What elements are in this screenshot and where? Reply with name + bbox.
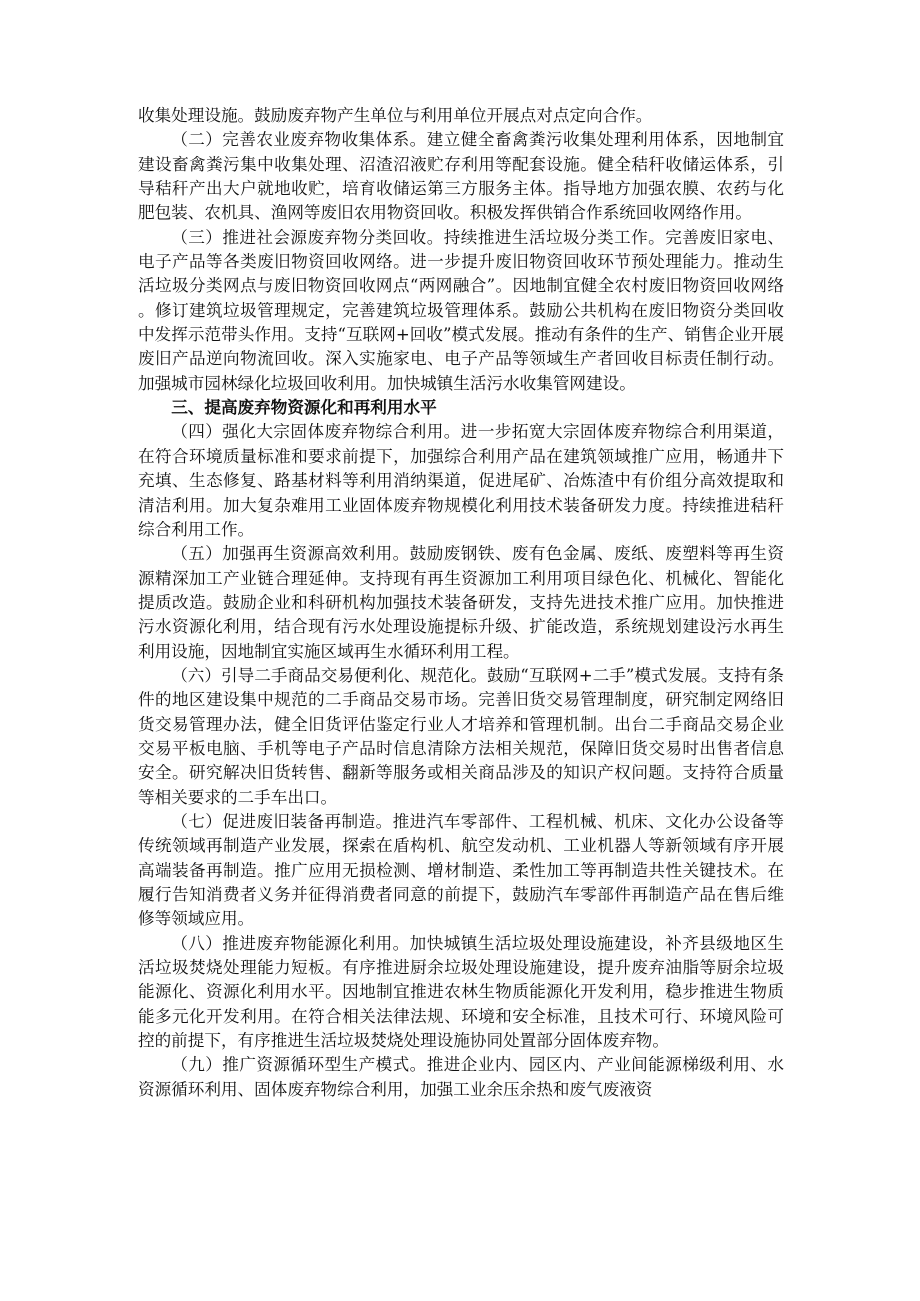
paragraph-renewable-resources: （五）加强再生资源高效利用。鼓励废钢铁、废有色金属、废纸、废塑料等再生资源精深加工产业链合理延伸。支持现有再生资源加工利用项目绿色化、机械化、智能化提质改造。鼓励企业和科研机构加强技术装备研发，支持先进技术推广应用。加快推进污水资源化利用，结合现有污水处理设施提标升级、扩能改造，系统规划建设污水再生利用设施，因地制宜实施区域再生水循环利用工程。: [138, 544, 784, 661]
paragraph-social-waste: （三）推进社会源废弃物分类回收。持续推进生活垃圾分类工作。完善废旧家电、电子产品等各类废旧物资回收网络。进一步提升废旧物资回收环节预处理能力。推动生活垃圾分类网点与废旧物资回收网点“两网融合”。因地制宜健全农村废旧物资回收网络。修订建筑垃圾管理规定，完善建筑垃圾管理体系。鼓励公共机构在废旧物资分类回收中发挥示范带头作用。支持“互联网+回收”模式发展。推动有条件的生产、销售企业开展废旧产品逆向物流回收。深入实施家电、电子产品等领域生产者回收目标责任制行动。加强城市园林绿化垃圾回收利用。加快城镇生活污水收集管网建设。: [138, 227, 784, 393]
paragraph-second-hand-trade: （六）引导二手商品交易便利化、规范化。鼓励“互联网+二手”模式发展。支持有条件的地区建设集中规范的二手商品交易市场。完善旧货交易管理制度，研究制定网络旧货交易管理办法，健全旧货评估鉴定行业人才培养和管理机制。出台二手商品交易企业交易平板电脑、手机等电子产品时信息清除方法相关规范，保障旧货交易时出售者信息安全。研究解决旧货转售、翻新等服务或相关商品涉及的知识产权问题。支持符合质量等相关要求的二手车出口。: [138, 665, 784, 807]
paragraph-circular-production: （九）推广资源循环型生产模式。推进企业内、园区内、产业间能源梯级利用、水资源循环利用、固体废弃物综合利用，加强工业余压余热和废气废液资: [138, 1055, 784, 1099]
paragraph-remanufacturing: （七）促进废旧装备再制造。推进汽车零部件、工程机械、机床、文化办公设备等传统领域再制造产业发展，探索在盾构机、航空发动机、工业机器人等新领域有序开展高端装备再制造。推广应用无损检测、增材制造、柔性加工等再制造共性关键技术。在履行告知消费者义务并征得消费者同意的前提下，鼓励汽车零部件再制造产品在售后维修等领域应用。: [138, 811, 784, 929]
section-heading: 三、提高废弃物资源化和再利用水平: [171, 398, 437, 418]
document-page: [138, 104, 784, 1102]
paragraph-bulk-solid-waste: （四）强化大宗固体废弃物综合利用。进一步拓宽大宗固体废弃物综合利用渠道，在符合环境质量标准和要求前提下，加强综合利用产品在建筑领域推广应用，畅通井下充填、生态修复、路基材料等利用消纳渠道，促进尾矿、冶炼渣中有价组分高效提取和清洁利用。加大复杂难用工业固体废弃物规模化利用技术装备研发力度。持续推进秸秆综合利用工作。: [138, 422, 784, 539]
paragraph-agricultural-waste: （二）完善农业废弃物收集体系。建立健全畜禽粪污收集处理利用体系，因地制宜建设畜禽粪污集中收集处理、沼渣沼液贮存利用等配套设施。健全秸秆收储运体系，引导秸秆产出大户就地收贮，培育收储运第三方服务主体。指导地方加强农膜、农药与化肥包装、农机具、渔网等废旧农用物资回收。积极发挥供销合作系统回收网络作用。: [138, 130, 784, 223]
paragraph-waste-to-energy: （八）推进废弃物能源化利用。加快城镇生活垃圾处理设施建设，补齐县级地区生活垃圾焚烧处理能力短板。有序推进厨余垃圾处理设施建设，提升废弃油脂等厨余垃圾能源化、资源化利用水平。因地制宜推进农林生物质能源化开发利用，稳步推进生物质能多元化开发利用。在符合相关法律法规、环境和安全标准，且技术可行、环境风险可控的前提下，有序推进生活垃圾焚烧处理设施协同处置部分固体废弃物。: [138, 933, 784, 1051]
paragraph-continuation: 收集处理设施。鼓励废弃物产生单位与利用单位开展点对点定向合作。: [138, 106, 653, 125]
